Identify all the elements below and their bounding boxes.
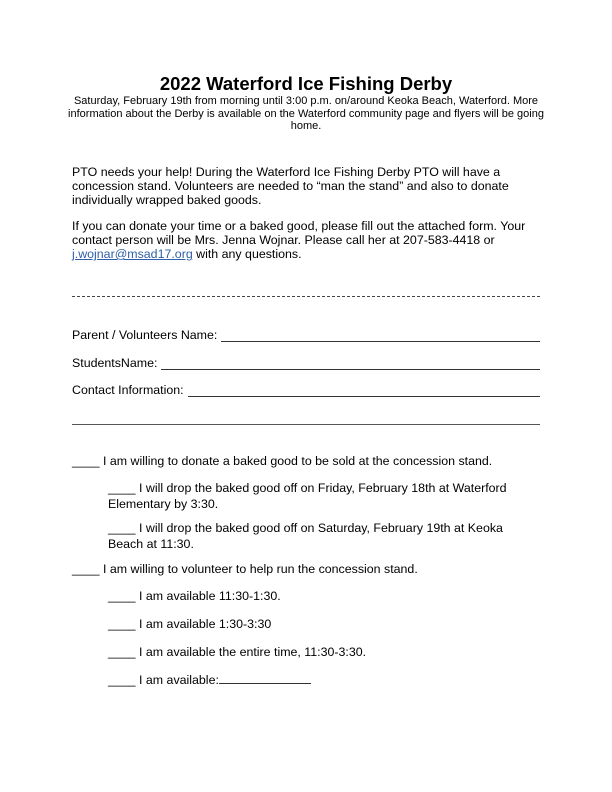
- email-link[interactable]: j.wojnar@msad17.org: [72, 247, 193, 261]
- option-slot-custom[interactable]: [108, 672, 538, 688]
- contact-info-field[interactable]: [72, 383, 540, 397]
- intro-paragraph: PTO needs your help! During the Waterford Ice Fishing Derby PTO will have a concession stand. Volunteers are needed to “man the stand” and also to donate individually wrapped baked goods.: [72, 165, 509, 207]
- divider-bottom: [72, 424, 540, 425]
- option-slot-2[interactable]: ____ I am available 1:30-3:30: [108, 617, 272, 631]
- divider-top: [72, 296, 540, 297]
- option-slot-3[interactable]: ____ I am available the entire time, 11:30-3:30.: [108, 645, 367, 659]
- contact-info-label: Contact Information:: [72, 383, 184, 397]
- student-name-label: StudentsName:: [72, 356, 158, 370]
- option-drop-friday[interactable]: ____ I will drop the baked good off on Friday, February 18th at Waterford Elementary by 3:30.: [108, 481, 507, 511]
- option-slot-custom-label: ____ I am available:: [108, 673, 219, 687]
- parent-name-blank[interactable]: [221, 331, 540, 342]
- event-details: Saturday, February 19th from morning until 3:00 p.m. on/around Keoka Beach, Waterford. More information about the Derby is available on the Waterford community page and flyers will be going home.: [68, 95, 544, 132]
- student-name-field[interactable]: [72, 356, 540, 370]
- option-donate-baked-good[interactable]: ____ I am willing to donate a baked good to be sold at the concession stand.: [72, 454, 493, 468]
- option-slot-1[interactable]: ____ I am available 11:30-1:30.: [108, 589, 281, 603]
- parent-name-field[interactable]: [72, 328, 540, 342]
- contact-after: with any questions.: [192, 247, 302, 261]
- option-volunteer[interactable]: ____ I am willing to volunteer to help run the concession stand.: [72, 562, 418, 576]
- document-title: 2022 Waterford Ice Fishing Derby: [159, 73, 453, 94]
- contact-paragraph: [72, 219, 542, 261]
- contact-text: If you can donate your time or a baked good, please fill out the attached form. Your contact person will be Mrs. Jenna Wojnar. Please call her at 207-583-4418 or: [72, 219, 526, 247]
- custom-availability-blank[interactable]: [219, 673, 311, 684]
- parent-name-label: Parent / Volunteers Name:: [72, 328, 218, 342]
- option-drop-saturday[interactable]: ____ I will drop the baked good off on Saturday, February 19th at Keoka Beach at 11:30.: [108, 521, 503, 551]
- student-name-blank[interactable]: [161, 359, 540, 370]
- contact-info-blank[interactable]: [188, 386, 540, 397]
